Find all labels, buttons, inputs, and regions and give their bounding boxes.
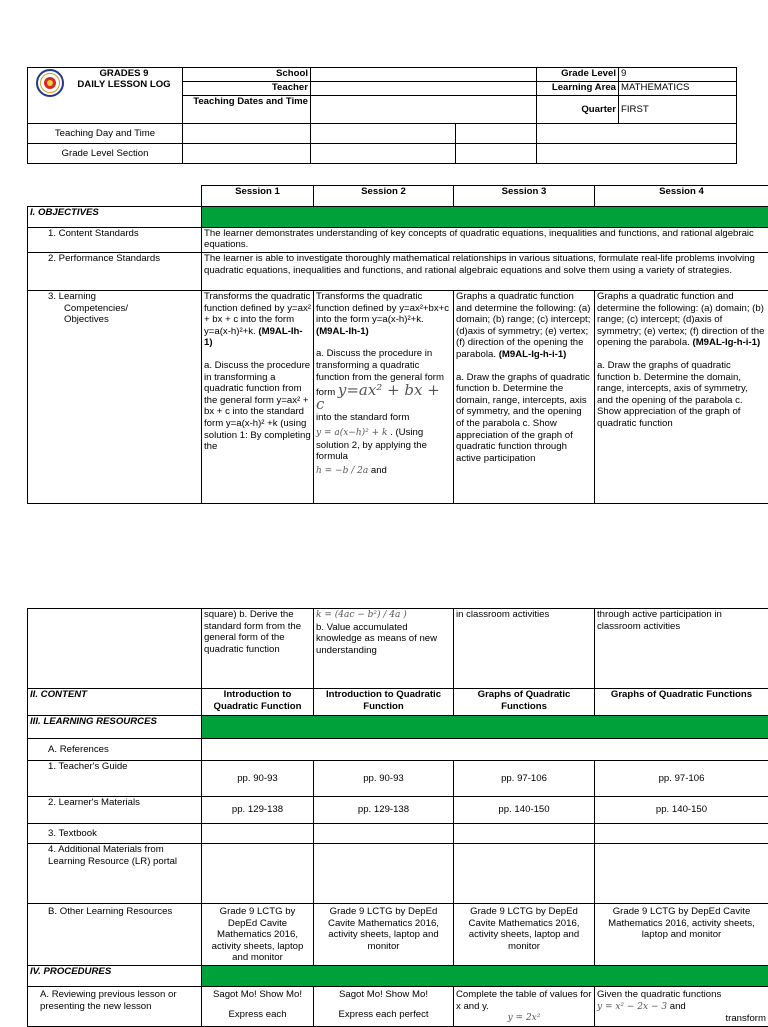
- s3-teachers-guide: pp. 97-106: [454, 761, 595, 797]
- s1-content: Introduction to Quadratic Function: [202, 689, 314, 716]
- content-standards-text: The learner demonstrates understanding of key concepts of quadratic equations, inequalities and functions, and rational algebraic equations.: [202, 228, 768, 253]
- references-label: A. References: [28, 739, 202, 761]
- competencies-label-line-1: 3. Learning: [48, 291, 199, 303]
- teaching-day-cell-1[interactable]: [183, 124, 311, 144]
- grade-level-label: Grade Level: [537, 68, 619, 82]
- s4-content: Graphs of Quadratic Functions: [595, 689, 768, 716]
- other-resources-label: B. Other Learning Resources: [28, 904, 202, 966]
- s2-review-cell: [314, 987, 454, 1027]
- s4-review-text: Given the quadratic functions: [597, 989, 766, 1001]
- s4-textbook: [595, 824, 768, 844]
- log-title: DAILY LESSON LOG: [68, 79, 180, 90]
- s1-review-title: Sagot Mo! Show Mo!: [204, 989, 311, 1001]
- school-field[interactable]: [311, 68, 537, 82]
- s3-objective-text: Graphs a quadratic function and determine the following: (a) domain; (b) range; (c) intercept; (d)axis of symmetry; (e) vertex; (f) direction of the opening the parabola.: [456, 291, 590, 360]
- grade-level-value[interactable]: 9: [619, 68, 737, 82]
- objectives-heading: I. OBJECTIVES: [28, 207, 202, 228]
- s2-teachers-guide: pp. 90-93: [314, 761, 454, 797]
- teaching-day-cell-3[interactable]: [456, 124, 537, 144]
- resources-green-bar: [202, 716, 768, 739]
- header-table: [27, 67, 737, 164]
- teaching-dates-label: Teaching Dates and Time: [183, 96, 311, 124]
- s2-objective-formula: . (Using solution 2, by applying the formula: [316, 427, 427, 462]
- resources-heading: III. LEARNING RESOURCES: [28, 716, 202, 739]
- s4-teachers-guide: pp. 97-106: [595, 761, 768, 797]
- s1-review-cell: [202, 987, 314, 1027]
- s2-continued-cell: [314, 609, 454, 689]
- teaching-day-cell-2[interactable]: [311, 124, 456, 144]
- s3-textbook: [454, 824, 595, 844]
- s2-objective-into: into the standard form: [316, 412, 409, 423]
- s3-additional: [454, 844, 595, 904]
- performance-standards-label: 2. Performance Standards: [28, 253, 202, 291]
- grade-section-label: Grade Level Section: [28, 144, 183, 164]
- grade-section-cell-4[interactable]: [537, 144, 737, 164]
- s4-review-equation: y = x² − 2x − 3: [597, 1002, 667, 1012]
- content-heading: II. CONTENT: [28, 689, 202, 716]
- competencies-label: [28, 291, 202, 504]
- s3-continued: in classroom activities: [454, 609, 595, 689]
- session-1-header: Session 1: [202, 186, 314, 207]
- s2-textbook: [314, 824, 454, 844]
- s2-objective-detail: a. Discuss the procedure in transforming a quadratic function from the general form: [316, 348, 444, 382]
- s1-additional: [202, 844, 314, 904]
- s1-teachers-guide: pp. 90-93: [202, 761, 314, 797]
- s1-objective-code: (M9AL-Ih-1): [204, 326, 303, 349]
- textbook-label: 3. Textbook: [28, 824, 202, 844]
- s2-learners-materials: pp. 129-138: [314, 797, 454, 824]
- s4-continued: through active participation in classroom activities: [595, 609, 768, 689]
- s3-objective-code: (M9AL-Ig-h-i-1): [499, 349, 567, 360]
- reviewing-lesson-label: A. Reviewing previous lesson or presenting the new lesson: [28, 987, 202, 1027]
- s2-objective-code: (M9AL-Ih-1): [316, 326, 369, 337]
- s2-other-resources: Grade 9 LCTG by DepEd Cavite Mathematics 2016, activity sheets, laptop and monitor: [314, 904, 454, 966]
- s1-review-detail: Express each: [204, 1009, 311, 1021]
- objectives-green-bar: [202, 207, 768, 228]
- competencies-label-line-2: Competencies/: [48, 303, 199, 315]
- s3-review-equation: y = 2x²: [508, 1013, 541, 1023]
- s2-standard-form-equation: y = a(x−h)² + k: [316, 428, 387, 438]
- session-4-objectives: [595, 291, 768, 504]
- competencies-label-line-3: Objectives: [48, 314, 199, 326]
- grade-section-cell-1[interactable]: [183, 144, 311, 164]
- s2-continued: b. Value accumulated knowledge as means of new understanding: [316, 622, 437, 656]
- s4-additional: [595, 844, 768, 904]
- procedures-heading: IV. PROCEDURES: [28, 966, 202, 987]
- s1-objective-detail: a. Discuss the procedure in transforming a quadratic function from the general form y=ax² + bx + c into the standard form y=a(x-h)² +k (using solution 1: By completing the: [204, 360, 311, 452]
- session-1-objectives: [202, 291, 314, 504]
- school-label: School: [183, 68, 311, 82]
- teaching-day-cell-4[interactable]: [537, 124, 737, 144]
- procedures-green-bar: [202, 966, 768, 987]
- s2-general-form-equation: y=ax² + bx + c: [316, 381, 440, 413]
- s3-learners-materials: pp. 140-150: [454, 797, 595, 824]
- s1-continued: square) b. Derive the standard form from the general form of the quadratic function: [202, 609, 314, 689]
- additional-materials-label: 4. Additional Materials from Learning Resource (LR) portal: [28, 844, 202, 904]
- session-3-header: Session 3: [454, 186, 595, 207]
- lesson-plan-table: [27, 608, 768, 1027]
- s3-objective-detail: a. Draw the graphs of quadratic function b. Determine the domain, range, intercepts, axis of symmetry, and the opening of the parabola c. Show appreciation of the graph of quadratic function through active participation: [456, 372, 590, 464]
- session-4-header: Session 4: [595, 186, 768, 207]
- learning-area-value[interactable]: MATHEMATICS: [619, 82, 737, 96]
- s2-content: Introduction to Quadratic Function: [314, 689, 454, 716]
- s3-review-cell: [454, 987, 595, 1027]
- references-cell: [202, 739, 768, 761]
- s2-objective-text: Transforms the quadratic function defined by y=ax²+bx+c into the form y=a(x-h)²+k.: [316, 291, 449, 325]
- s4-other-resources: Grade 9 LCTG by DepEd Cavite Mathematics 2016, activity sheets, laptop and monitor: [595, 904, 768, 966]
- s2-k-formula: k = (4ac − b²) / 4a ): [316, 610, 407, 620]
- grade-section-cell-2[interactable]: [311, 144, 456, 164]
- teaching-dates-field[interactable]: [311, 96, 537, 124]
- quarter-value[interactable]: FIRST: [619, 96, 737, 124]
- s1-objective-text: Transforms the quadratic function defined by y=ax² + bx + c into the form y=a(x-h)²+k.: [204, 291, 311, 337]
- s4-objective-text: Graphs a quadratic function and determine the following: (a) domain; (b) range; (c) intercept; (d)axis of symmetry; (e) vertex; (f) direction of the opening the parabola.: [597, 291, 764, 348]
- s4-objective-code: (M9AL-Ig-h-i-1): [693, 337, 761, 348]
- session-2-objectives: Transforms the quadratic function defined by y=ax²+bx+c into the form y=a(x-h)²+k. (M9AL-Ih-1) a. Discuss the procedure in transforming a quadratic function from the general form form y=ax² + bx + c into the standard form y = a(x−h)² + k . (Using solution 2, by applying the formula h = −b / 2a and: [314, 291, 454, 504]
- objectives-table: [27, 185, 768, 504]
- s2-review-title: Sagot Mo! Show Mo!: [316, 989, 451, 1001]
- teacher-field[interactable]: [311, 82, 537, 96]
- learners-materials-label: 2. Learner's Materials: [28, 797, 202, 824]
- s4-learners-materials: pp. 140-150: [595, 797, 768, 824]
- teachers-guide-label: 1. Teacher's Guide: [28, 761, 202, 797]
- s2-h-formula: h = −b / 2a: [316, 466, 368, 476]
- session-2-header: Session 2: [314, 186, 454, 207]
- s4-review-detail: transform: [597, 1013, 766, 1025]
- s1-textbook: [202, 824, 314, 844]
- s4-review-cell: [595, 987, 768, 1027]
- s3-review-text: Complete the table of values for x and y.: [456, 989, 592, 1012]
- session-3-objectives: [454, 291, 595, 504]
- grades-label: GRADES 9: [68, 68, 180, 79]
- s4-objective-detail: a. Draw the graphs of quadratic function b. Determine the domain, range, intercepts, axis of symmetry, and the opening of the parabola c. Show appreciation of the graph of quadratic function: [597, 360, 748, 429]
- quarter-label: Quarter: [537, 96, 619, 124]
- grade-section-cell-3[interactable]: [456, 144, 537, 164]
- teacher-label: Teacher: [183, 82, 311, 96]
- content-standards-label: 1. Content Standards: [28, 228, 202, 253]
- s2-additional: [314, 844, 454, 904]
- s1-learners-materials: pp. 129-138: [202, 797, 314, 824]
- s4-review-and: and: [670, 1001, 686, 1012]
- s2-review-detail: Express each perfect: [316, 1009, 451, 1021]
- s1-other-resources: Grade 9 LCTG by DepEd Cavite Mathematics 2016, activity sheets, laptop and monitor: [202, 904, 314, 966]
- s2-and: and: [371, 465, 387, 476]
- s3-other-resources: Grade 9 LCTG by DepEd Cavite Mathematics 2016, activity sheets, laptop and monitor: [454, 904, 595, 966]
- s3-content: Graphs of Quadratic Functions: [454, 689, 595, 716]
- teaching-day-label: Teaching Day and Time: [28, 124, 183, 144]
- learning-area-label: Learning Area: [537, 82, 619, 96]
- continued-label-cell: [28, 609, 202, 689]
- performance-standards-text: The learner is able to investigate thoroughly mathematical relationships in various situations, formulate real-life problems involving quadratic equations, inequalities and functions, and rational algebraic equations and solve them using a variety of strategies.: [202, 253, 768, 291]
